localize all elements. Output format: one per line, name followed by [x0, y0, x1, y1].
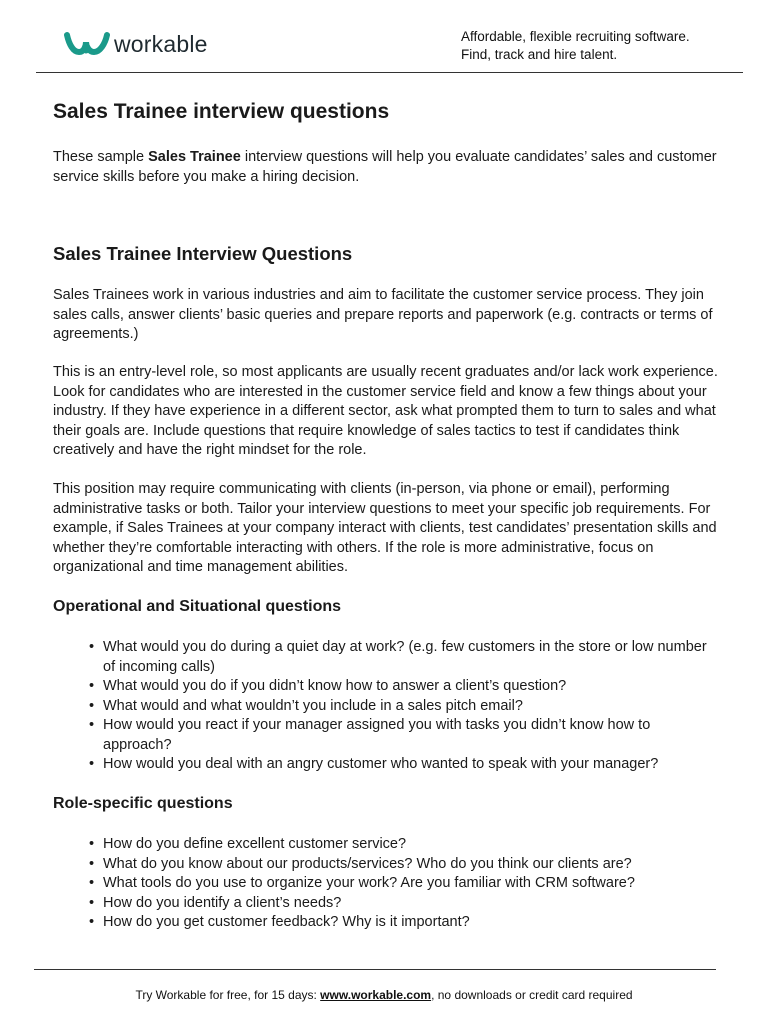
paragraph-entry-level: This is an entry-level role, so most applicants are usually recent graduates and/or lack work experience. Look for candidates who are interested in the customer service field and know a few things about your industry. If they have experience in a different sector, ask what prompted them to turn to sales and what their goals are. Include questions that require knowledge of sales tactics to test if candidates think creatively and have the right mindset for the role. [53, 364, 718, 458]
list-item: • What do you know about our products/services? Who do you think our clients are? [53, 855, 721, 875]
operational-heading: Operational and Situational questions [53, 598, 342, 615]
page-footer [0, 988, 768, 1002]
intro-paragraph [53, 148, 721, 187]
intro-prefix: These sample [53, 149, 149, 165]
intro-suffix: interview questions will help you evaluate candidates’ sales and customer service skills before you make a hiring decision. [53, 149, 717, 185]
list-item: • How would you deal with an angry customer who wanted to speak with your manager? [53, 755, 721, 775]
paragraph-responsibilities: This position may require communicating with clients (in-person, via phone or email), performing administrative tasks or both. Tailor your interview questions to meet your specific job requirements. For example, if Sales Trainees at your company interact with clients, test candidates’ presentation skills and whether they’re comfortable interacting with others. If the role is more administrative, focus on organizational and time management abilities. [53, 481, 717, 575]
role-specific-questions-list [53, 835, 721, 933]
list-item: • How would you react if your manager assigned you with tasks you didn’t know how to approach? [53, 716, 721, 755]
role-specific-heading: Role-specific questions [53, 795, 233, 812]
header-tagline [461, 28, 690, 64]
workable-logo[interactable] [64, 30, 208, 58]
list-item: • What would you do if you didn’t know how to answer a client’s question? [53, 677, 721, 697]
list-item: • How do you define excellent customer service? [53, 835, 721, 855]
intro-bold-role: Sales Trainee [148, 149, 241, 165]
list-item: • What would you do during a quiet day at work? (e.g. few customers in the store or low number of incoming calls) [53, 638, 721, 677]
header-divider [36, 72, 743, 73]
page-header [0, 0, 768, 74]
list-item: • What would and what wouldn’t you include in a sales pitch email? [53, 697, 721, 717]
tagline-line-2: Find, track and hire talent. [461, 47, 618, 62]
footer-divider [34, 969, 716, 970]
logo-wordmark: workable [114, 30, 208, 57]
list-item: • What tools do you use to organize your work? Are you familiar with CRM software? [53, 874, 721, 894]
list-item: • How do you get customer feedback? Why is it important? [53, 913, 721, 933]
tagline-line-1: Affordable, flexible recruiting software. [461, 29, 690, 44]
section-heading: Sales Trainee Interview Questions [53, 243, 353, 264]
workable-logo-icon [64, 30, 110, 58]
page-title: Sales Trainee interview questions [53, 100, 390, 123]
footer-suffix: , no downloads or credit card required [431, 988, 633, 1002]
operational-questions-list [53, 638, 721, 775]
list-item: • How do you identify a client’s needs? [53, 894, 721, 914]
footer-prefix: Try Workable for free, for 15 days: [135, 988, 321, 1002]
paragraph-role-description: Sales Trainees work in various industries and aim to facilitate the customer service process. They join sales calls, answer clients’ basic queries and prepare reports and paperwork (e.g. contracts or terms of agreements.) [53, 287, 713, 342]
workable-link[interactable]: www.workable.com [320, 988, 432, 1002]
